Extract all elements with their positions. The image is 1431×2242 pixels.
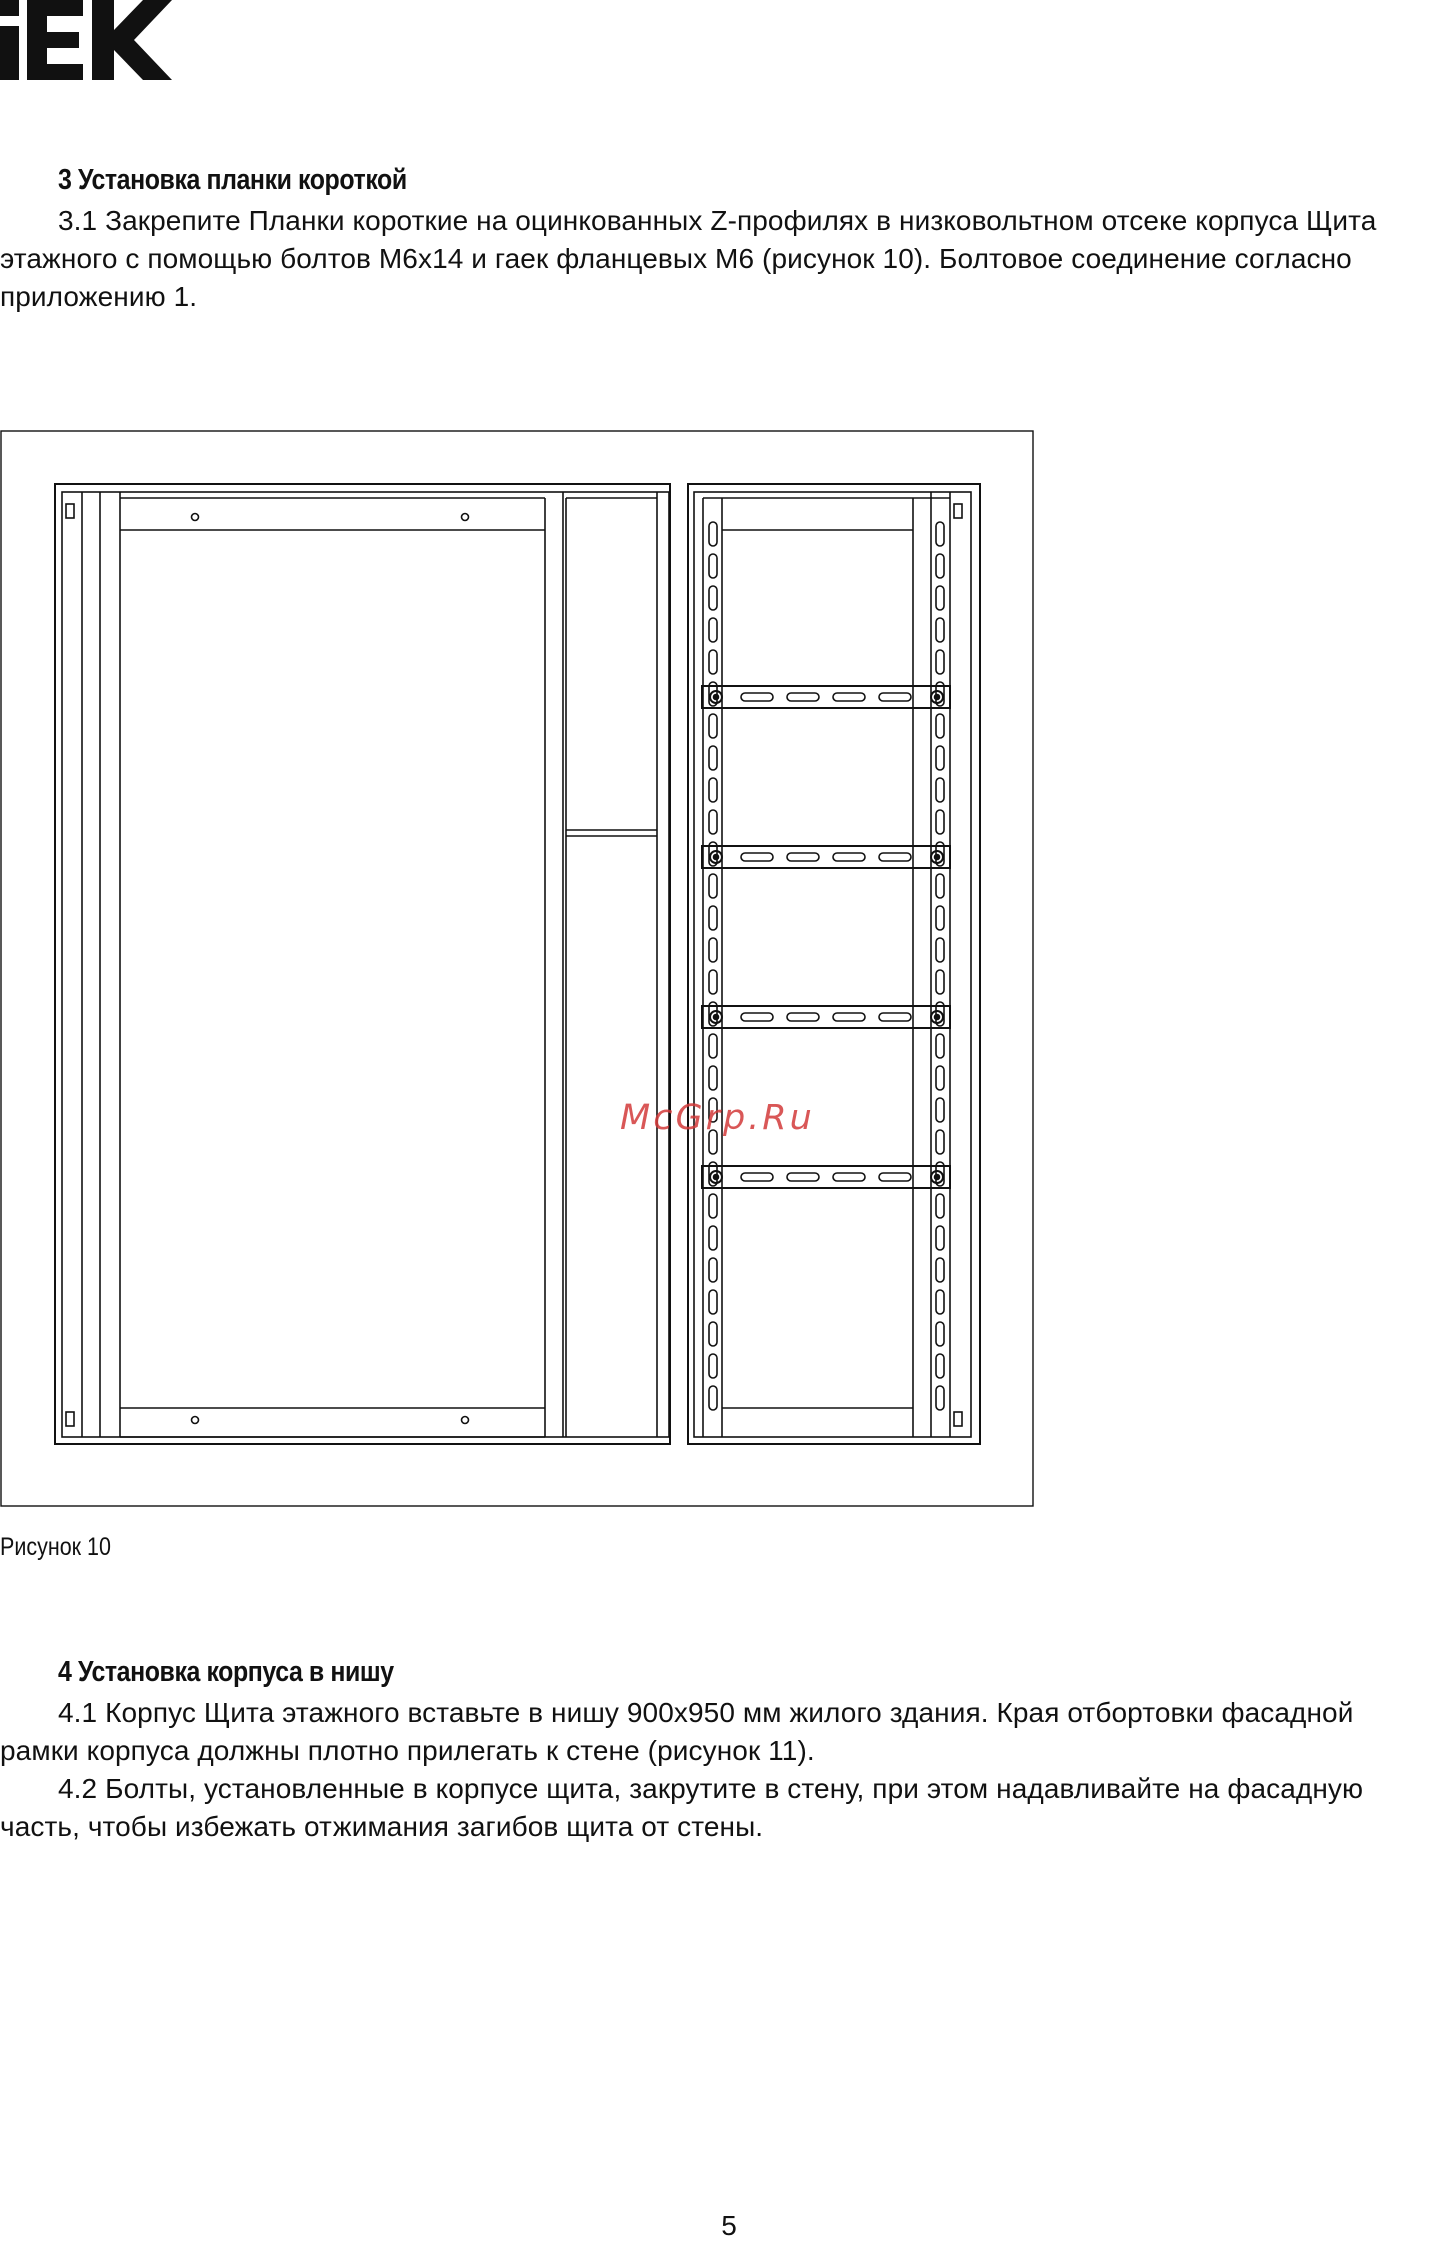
iek-logo <box>0 0 180 90</box>
figure-10-cabinet-drawing <box>0 430 1036 1513</box>
section-3-heading: 3 Установка планки короткой <box>58 164 407 196</box>
paragraph-3-1: 3.1 Закрепите Планки короткие на оцинкованных Z-профилях в низковольтном отсеке корпуса Щита этажного с помощью болтов М6х14 и гаек фланцевых М6 (рисунок 10). Болтовое соединение согласно приложению 1. <box>0 205 1377 312</box>
page-number: 5 <box>721 2210 737 2241</box>
paragraph-4-1: 4.1 Корпус Щита этажного вставьте в нишу 900х950 мм жилого здания. Края отбортовки фасадной рамки корпуса должны плотно прилегать к стене (рисунок 11). <box>0 1697 1354 1766</box>
section-4-heading: 4 Установка корпуса в нишу <box>58 1656 394 1688</box>
watermark: McGrp.Ru <box>620 1098 815 1138</box>
figure-10-caption: Рисунок 10 <box>0 1533 111 1561</box>
paragraph-4-2: 4.2 Болты, установленные в корпусе щита, закрутите в стену, при этом надавливайте на фасадную часть, чтобы избежать отжимания загибов щита от стены. <box>0 1773 1364 1842</box>
